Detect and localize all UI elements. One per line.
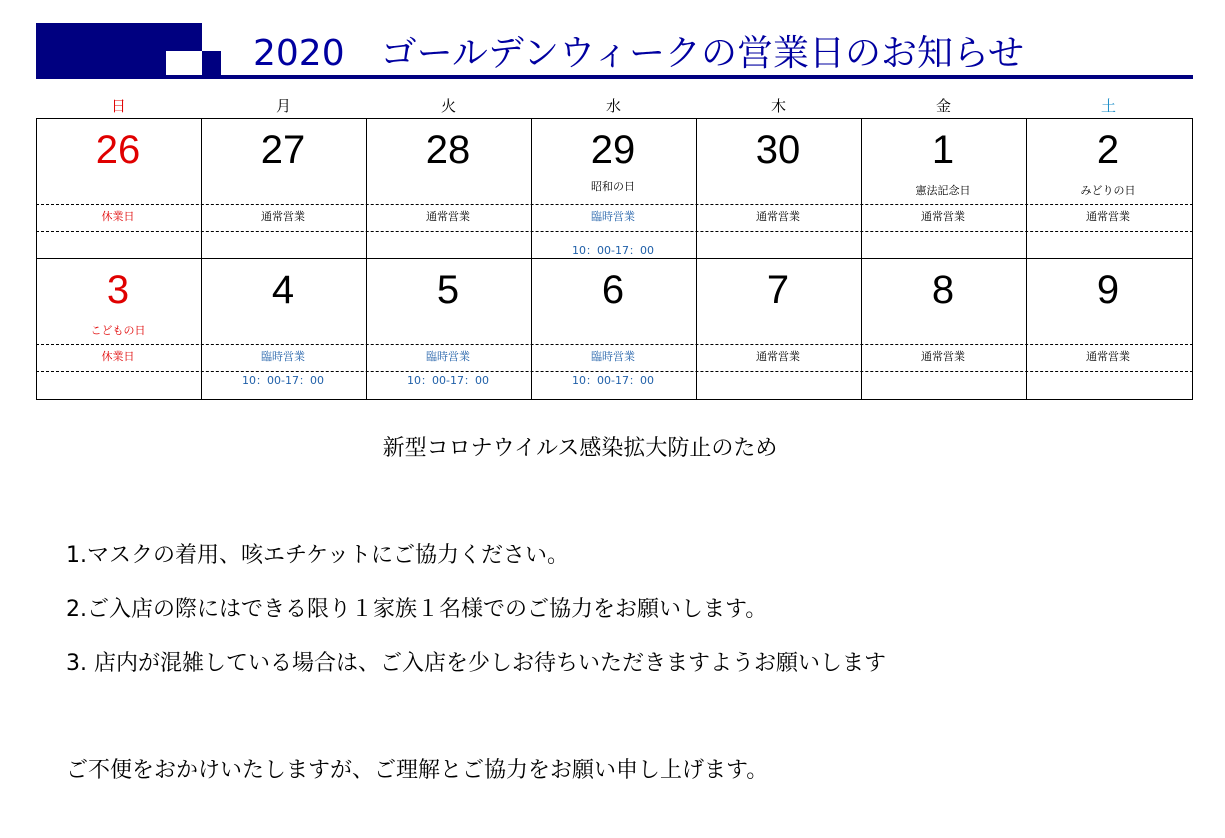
business-hours: 10：00-17：00 (407, 374, 489, 387)
business-hours: 10：00-17：00 (242, 374, 324, 387)
notice-heading: 新型コロナウイルス感染拡大防止のため (382, 436, 778, 461)
day-number: 26 (95, 128, 141, 172)
holiday-name: みどりの日 (1080, 184, 1136, 197)
business-status: 臨時営業 (591, 210, 635, 223)
day-number: 28 (425, 128, 471, 172)
status-separator (36, 204, 1193, 205)
weekday-label: 日 (110, 97, 126, 115)
business-status: 通常営業 (261, 210, 305, 223)
weekday-label: 金 (935, 97, 951, 115)
day-number: 6 (601, 268, 625, 312)
weekday-label: 火 (440, 97, 456, 115)
day-number: 7 (766, 268, 790, 312)
day-number: 29 (590, 128, 636, 172)
business-status: 臨時営業 (591, 350, 635, 363)
business-status: 通常営業 (921, 350, 965, 363)
checker-logo (36, 23, 221, 79)
notice-item-3: 3. 店内が混雑している場合は、ご入店を少しお待ちいただきますようお願いします (66, 651, 886, 676)
day-number: 30 (755, 128, 801, 172)
notice-item-2: 2.ご入店の際にはできる限り１家族１名様でのご協力をお願いします。 (66, 597, 768, 622)
page-title: 2020 ゴールデンウィークの営業日のお知らせ (253, 33, 1024, 74)
business-hours: 10：00-17：00 (572, 374, 654, 387)
hours-separator (36, 371, 1193, 372)
calendar-grid (36, 118, 1193, 400)
day-number: 4 (271, 268, 295, 312)
weekday-label: 月 (275, 97, 291, 115)
business-status: 休業日 (101, 210, 135, 223)
weekday-label: 土 (1100, 97, 1116, 115)
day-number: 27 (260, 128, 306, 172)
business-status: 通常営業 (1086, 210, 1130, 223)
holiday-name: 憲法記念日 (915, 184, 971, 197)
holiday-name: 昭和の日 (591, 180, 635, 193)
column-divider (1192, 118, 1193, 400)
business-status: 臨時営業 (426, 350, 470, 363)
day-number: 5 (436, 268, 460, 312)
business-status: 通常営業 (756, 210, 800, 223)
grid-top-border (36, 118, 1193, 119)
business-hours: 10：00-17：00 (572, 244, 654, 257)
business-status: 通常営業 (426, 210, 470, 223)
weekday-label: 水 (605, 97, 621, 115)
day-number: 3 (106, 268, 130, 312)
title-underline (36, 75, 1193, 79)
day-number: 1 (931, 128, 955, 172)
day-number: 9 (1096, 268, 1120, 312)
business-status: 通常営業 (1086, 350, 1130, 363)
business-status: 休業日 (101, 350, 135, 363)
hours-separator (36, 231, 1193, 232)
day-number: 2 (1096, 128, 1120, 172)
business-status: 通常営業 (921, 210, 965, 223)
notice-closing: ご不便をおかけいたしますが、ご理解とご協力をお願い申し上げます。 (66, 758, 769, 783)
grid-bottom-border (36, 399, 1193, 400)
business-status: 臨時営業 (261, 350, 305, 363)
business-status: 通常営業 (756, 350, 800, 363)
status-separator (36, 344, 1193, 345)
holiday-name: こどもの日 (90, 324, 146, 337)
day-number: 8 (931, 268, 955, 312)
weekday-label: 木 (770, 97, 786, 115)
notice-item-1: 1.マスクの着用、咳エチケットにご協力ください。 (66, 543, 570, 568)
week-divider (36, 258, 1193, 259)
